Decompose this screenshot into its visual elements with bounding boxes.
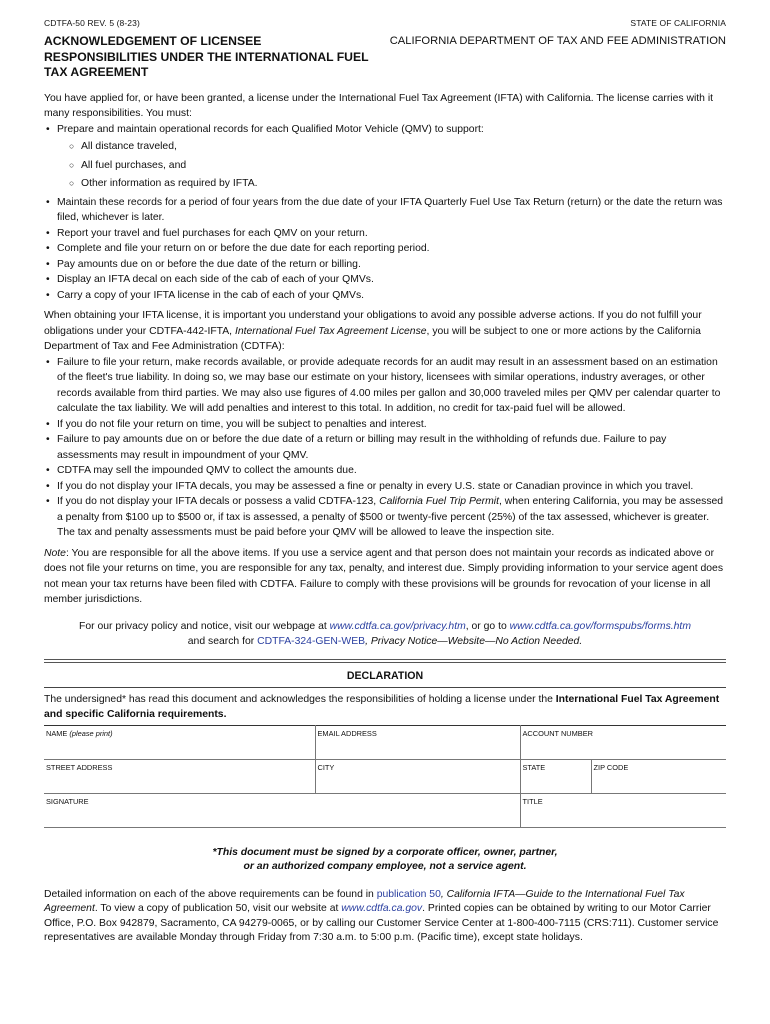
city-field[interactable] (315, 759, 520, 793)
account-number-field[interactable] (520, 725, 726, 759)
intro-text: You have applied for, or have been granted, a license under the International Fuel Tax Agreement (IFTA) with California. The license carries with it many responsibilities. You must: (44, 92, 714, 119)
obligations-text-b: , you will be subject to one or more actions by the California Department of Tax and Fee Administration (CDTFA): (44, 325, 701, 352)
email-field[interactable] (315, 725, 520, 759)
obligations-text-a: When obtaining your IFTA license, it is important you understand your obligations to avoid any possible adverse actions. If you do not fulfill your obligations under your CDTFA-442-IFTA, (44, 310, 702, 337)
privacy-text-3: and search for (187, 636, 258, 647)
header-main (44, 34, 726, 81)
privacy-link[interactable]: www.cdtfa.ca.gov/privacy.htm (329, 620, 466, 632)
agency-name: CALIFORNIA DEPARTMENT OF TAX AND FEE ADMINISTRATION (389, 35, 726, 47)
declaration-fields (44, 725, 726, 828)
publication-link[interactable]: publication 50 (376, 888, 441, 900)
details-paragraph (44, 888, 726, 946)
zip-code-label: ZIP CODE (593, 762, 629, 772)
name-label: NAME (46, 728, 68, 738)
list-item: • Display an IFTA decal on each side of the cab of each of your QMVs. (44, 272, 726, 288)
signature-requirement-line1: *This document must be signed by a corporate officer, owner, partner, (212, 846, 558, 858)
account-number-label: ACCOUNT NUMBER (522, 728, 593, 738)
requirements-list (44, 122, 726, 304)
list-item: • If you do not display your IFTA decals, you may be assessed a fine or penalty in every U.S. state or Canadian province in which you travel. (44, 479, 726, 495)
form-code: CDTFA-50 REV. 5 (8-23) (44, 18, 140, 28)
note-text: : You are responsible for all the above items. If you use a service agent and that person does not maintain your records as indicated above or does not file your returns on time, you are responsible for any tax, penalty, and interest due. Simply providing information to your service agent does not mean your tax returns have been filed with CDTFA. Failure to comply with these provisions will be grounds for revocation of your license in all member jurisdictions. (44, 547, 724, 605)
name-field[interactable] (44, 725, 315, 759)
list-item (44, 122, 726, 192)
email-label: EMAIL ADDRESS (317, 728, 377, 738)
privacy-form-link[interactable]: CDTFA-324-GEN-WEB (257, 636, 366, 647)
obligations-text (44, 308, 726, 355)
title-field[interactable] (520, 793, 726, 827)
privacy-text-4: , Privacy Notice—Website—No Action Needed. (365, 636, 583, 647)
form-title: ACKNOWLEDGEMENT OF LICENSEE RESPONSIBILITIES UNDER THE INTERNATIONAL FUEL TAX AGREEMENT (44, 34, 369, 79)
signature-label: SIGNATURE (46, 796, 89, 806)
list-item (44, 494, 726, 541)
declaration-heading: DECLARATION (346, 669, 424, 682)
city-label: CITY (317, 762, 335, 772)
declaration-text-bold: International Fuel Tax Agreement and specific California requirements. (44, 693, 720, 720)
details-text-2: . To view a copy of publication 50, visit our website at (94, 903, 342, 914)
sub-list-item: ○ All distance traveled, (57, 139, 726, 155)
list-item: • Report your travel and fuel purchases for each QMV on your return. (44, 226, 726, 242)
name-hint: (please print) (69, 728, 113, 738)
signature-field[interactable] (44, 793, 520, 827)
trip-permit-name: California Fuel Trip Permit (379, 496, 499, 507)
forms-link[interactable]: www.cdtfa.ca.gov/formspubs/forms.htm (509, 620, 691, 632)
privacy-text-2: , or go to (465, 620, 510, 632)
zip-code-field[interactable] (591, 759, 726, 793)
list-item-text: Prepare and maintain operational records for each Qualified Motor Vehicle (QMV) to support: (57, 123, 484, 135)
signature-requirement (44, 846, 726, 874)
list-item: • Failure to pay amounts due on or before the due date of a return or billing may result in the withholding of refunds due. Failure to pay assessments may result in impoundment of your QMV. (44, 432, 726, 463)
actions-list (44, 355, 726, 541)
form-page (44, 18, 726, 946)
list-item: • If you do not file your return on time, you will be subject to penalties and interest. (44, 417, 726, 433)
street-address-label: STREET ADDRESS (46, 762, 113, 772)
sub-list (57, 139, 726, 192)
list-item: • Pay amounts due on or before the due date of the return or billing. (44, 257, 726, 273)
sub-list-item: ○ Other information as required by IFTA. (57, 176, 726, 192)
sub-list-item: ○ All fuel purchases, and (57, 158, 726, 174)
website-link[interactable]: www.cdtfa.ca.gov (341, 903, 423, 914)
state-label: STATE OF CALIFORNIA (630, 18, 726, 28)
privacy-text-1: For our privacy policy and notice, visit our webpage at (79, 620, 330, 632)
details-text-1: Detailed information on each of the above requirements can be found in (44, 888, 377, 900)
state-field-label: STATE (522, 762, 546, 772)
note-paragraph (44, 546, 726, 608)
list-item-text-a: If you do not display your IFTA decals or possess a valid CDTFA-123, (57, 496, 380, 507)
list-item: • Carry a copy of your IFTA license in the cab of each of your QMVs. (44, 288, 726, 304)
declaration-text (44, 692, 726, 723)
list-item: • Failure to file your return, make records available, or provide adequate records for an audit may result in an assessment based on an estimation of the fleet's true liability. In doing so, we may base our estimate on your history, licensees with similar operations, industry averages, or other records available from third parties. We may also use figures of 4.00 miles per gallon and 30,000 traveled miles per QMV per calendar quarter to calculate the tax liability. We will add penalties and interest to this total. In addition, no credit for tax-paid fuel will be allowed. (44, 355, 726, 417)
section-divider (44, 659, 726, 663)
divider (44, 687, 726, 688)
list-item: • CDTFA may sell the impounded QMV to collect the amounts due. (44, 463, 726, 479)
street-address-field[interactable] (44, 759, 315, 793)
details-text-3: . Printed copies can be obtained by writing to our Motor Carrier Office, P.O. Box 942879, Sacramento, CA 94279-0065, or by calling our Customer Service Center at 1-800-400-7115 (CRS:711). Customer service representatives are available Monday through Friday from 7:30 a.m. to 5:00 p.m. (Pacific time), except state holidays. (44, 903, 719, 943)
declaration-text-a: The undersigned* has read this document and acknowledges the responsibilities of holding a license under the (44, 693, 556, 705)
header-top (44, 18, 726, 28)
list-item: • Maintain these records for a period of four years from the due date of your IFTA Quarterly Fuel Use Tax Return (return) or the date the return was filed, whichever is later. (44, 195, 726, 226)
list-item: • Complete and file your return on or before the due date for each reporting period. (44, 241, 726, 257)
license-form-name: International Fuel Tax Agreement License (234, 325, 427, 337)
note-label: Note (44, 547, 66, 559)
signature-requirement-line2: or an authorized company employee, not a service agent. (243, 860, 527, 872)
state-field[interactable] (520, 759, 591, 793)
title-label: TITLE (522, 796, 543, 806)
privacy-notice (44, 619, 726, 650)
list-item-text-b: , when entering California, you may be assessed a penalty from $100 up to $500 or, if tax is assessed, a penalty of $500 or twenty-five percent (25%) of the tax assessed, whichever is greater. The tax and penalty assessments must be paid before your QMV will be allowed to leave the inspection site. (57, 496, 724, 538)
publication-title: , California IFTA—Guide to the International Fuel Tax Agreement (44, 888, 685, 914)
